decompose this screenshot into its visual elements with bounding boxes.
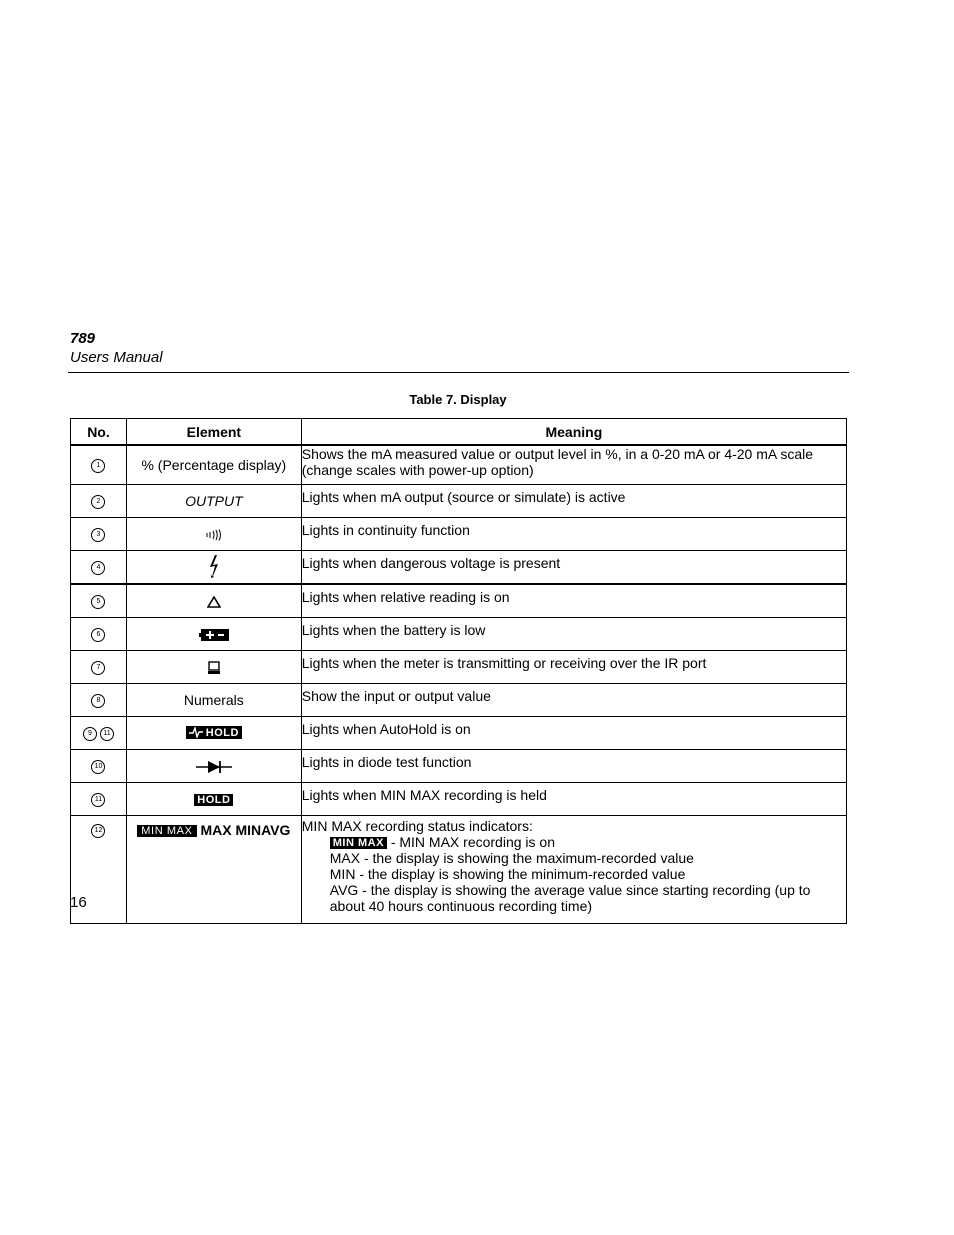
row-element — [126, 618, 301, 651]
row-element — [126, 551, 301, 585]
autohold-icon — [189, 727, 203, 738]
row-meaning — [301, 618, 846, 651]
circled-number: 12 — [91, 824, 105, 838]
circled-number: 3 — [91, 528, 105, 542]
display-table — [70, 418, 847, 924]
row-meaning — [301, 717, 846, 750]
row-meaning — [301, 518, 846, 551]
row-number — [71, 485, 127, 518]
table-row — [71, 551, 847, 585]
circled-number: 8 — [91, 694, 105, 708]
row-element — [126, 485, 301, 518]
table-row — [71, 445, 847, 485]
meaning-line: AVG - the display is showing the average value since starting recording (up to — [329, 882, 811, 898]
hold-badge-text: HOLD — [205, 726, 239, 739]
table-header-row — [71, 419, 847, 446]
element-label: % (Percentage display) — [141, 457, 287, 473]
col-header-element: Element — [126, 419, 301, 446]
row-number — [71, 651, 127, 684]
circled-number: 11 — [91, 793, 105, 807]
row-number — [71, 750, 127, 783]
meaning-line: Lights when dangerous voltage is present — [301, 555, 561, 571]
continuity-icon — [206, 529, 222, 541]
meaning-line — [302, 834, 846, 850]
row-element — [126, 651, 301, 684]
row-number — [71, 783, 127, 816]
manual-model: 789 — [70, 330, 96, 347]
table-row — [71, 518, 847, 551]
element-label: OUTPUT — [185, 493, 243, 509]
row-meaning — [301, 684, 846, 717]
row-meaning — [301, 551, 846, 585]
meaning-line: Lights in continuity function — [301, 522, 470, 538]
meaning-line: Lights when the meter is transmitting or receiving over the IR port — [301, 655, 707, 671]
diode-icon — [196, 760, 232, 774]
delta-icon — [207, 596, 221, 608]
meaning-line: Lights when AutoHold is on — [301, 721, 471, 737]
table-row — [71, 684, 847, 717]
table-row — [71, 584, 847, 618]
table-row — [71, 717, 847, 750]
meaning-intro: MIN MAX recording status indicators: — [301, 818, 533, 834]
row-meaning — [301, 783, 846, 816]
table-row — [71, 618, 847, 651]
battery-low-icon — [199, 629, 229, 641]
row-element — [126, 684, 301, 717]
circled-number: 2 — [91, 495, 105, 509]
table-row — [71, 750, 847, 783]
meaning-line: MAX - the display is showing the maximum-recorded value — [329, 850, 694, 866]
table-caption: Table 7. Display — [409, 392, 507, 407]
row-number — [71, 518, 127, 551]
page-number: 16 — [70, 894, 87, 911]
circled-number: 10 — [91, 760, 105, 774]
circled-number: 7 — [91, 661, 105, 675]
circled-number: 9 — [83, 727, 97, 741]
circled-number: 4 — [91, 561, 105, 575]
row-meaning — [301, 584, 846, 618]
header-rule — [68, 372, 849, 373]
ir-port-icon — [207, 661, 221, 675]
meaning-line: Lights when the battery is low — [301, 622, 486, 638]
minmax-badge: MIN MAX — [330, 837, 387, 849]
meaning-line: Lights when relative reading is on — [301, 589, 510, 605]
manual-title: Users Manual — [70, 349, 163, 366]
row-number — [71, 584, 127, 618]
row-element — [126, 717, 301, 750]
row-element — [126, 518, 301, 551]
hold-badge: HOLD — [194, 794, 233, 806]
meaning-line: Lights when mA output (source or simulate) is active — [301, 489, 626, 505]
row-element — [126, 750, 301, 783]
minmax-badge: MIN MAX — [137, 825, 196, 837]
row-meaning — [301, 445, 846, 485]
meaning-line: Lights when MIN MAX recording is held — [301, 787, 547, 803]
meaning-line: Lights in diode test function — [301, 754, 472, 770]
row-number — [71, 445, 127, 485]
circled-number: 1 — [91, 459, 105, 473]
lightning-bolt-icon — [208, 555, 220, 579]
row-element — [126, 783, 301, 816]
row-meaning — [301, 750, 846, 783]
meaning-badge-text: - MIN MAX recording is on — [386, 834, 555, 850]
meaning-line: about 40 hours continuous recording time) — [329, 898, 593, 914]
row-number — [71, 551, 127, 585]
row-number — [71, 618, 127, 651]
meaning-line: (change scales with power-up option) — [301, 462, 534, 478]
table-row — [71, 816, 847, 924]
table-row — [71, 783, 847, 816]
element-label: MAX MINAVG — [200, 822, 291, 838]
row-element — [126, 816, 301, 924]
meaning-line: Show the input or output value — [301, 688, 491, 704]
row-element — [126, 445, 301, 485]
col-header-no: No. — [71, 419, 127, 446]
row-number — [71, 717, 127, 750]
row-meaning — [301, 816, 846, 924]
meaning-line: Shows the mA measured value or output level in %, in a 0-20 mA or 4-20 mA scale — [301, 446, 814, 462]
element-label: Numerals — [183, 692, 244, 708]
table-row — [71, 651, 847, 684]
circled-number: 11 — [100, 727, 114, 741]
table-row — [71, 485, 847, 518]
row-meaning — [301, 485, 846, 518]
circled-number: 6 — [91, 628, 105, 642]
row-number — [71, 684, 127, 717]
row-meaning — [301, 651, 846, 684]
circled-number: 5 — [91, 595, 105, 609]
col-header-meaning: Meaning — [301, 419, 846, 446]
meaning-line: MIN - the display is showing the minimum-recorded value — [329, 866, 686, 882]
row-element — [126, 584, 301, 618]
autohold-badge — [186, 726, 242, 739]
